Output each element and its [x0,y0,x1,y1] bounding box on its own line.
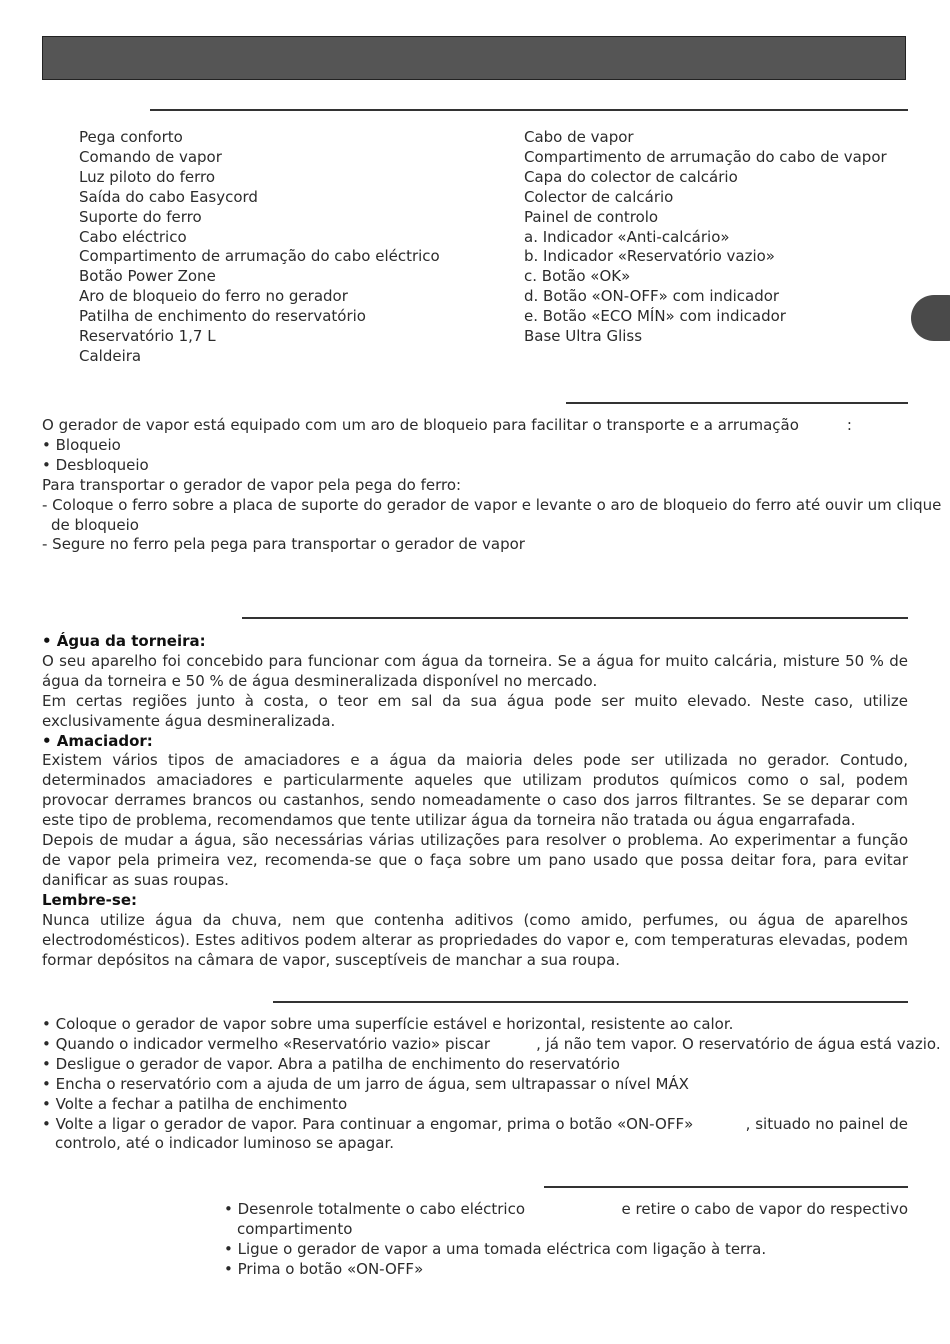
fill-step: • Desligue o gerador de vapor. Abra a patilha de enchimento do reservatório [42,1054,620,1073]
fill-step: • Volte a fechar a patilha de enchimento [42,1094,348,1113]
section-header-bar [42,36,906,80]
section-rule-water [242,617,908,619]
fill-step: • Quando o indicador vermelho «Reservatório vazio» piscar , já não tem vapor. O reservatório de água está vazio. [42,1034,941,1053]
list-item: Colector de calcário [524,187,674,206]
section-rule-components [150,109,908,111]
fill-step-cont: controlo, até o indicador luminoso se apagar. [55,1134,395,1153]
unlock-bullet: • Desbloqueio [42,455,149,474]
transport-step-1: - Coloque o ferro sobre a placa de suporte do gerador de vapor e levante o aro de bloqueio do ferro até ouvir um clique [42,495,942,514]
list-item: Cabo de vapor [524,128,634,146]
softener-paragraph-2: Depois de mudar a água, são necessárias várias utilizações para resolver o problema. Ao experimentar a função de vapor pela primeira vez, recomenda-se que o faça sobre um pano usado que possa deitar fora, para evitar danificar as suas roupas. [42,831,908,889]
list-item: Comando de vapor [79,147,222,166]
remember-heading: Lembre-se: [42,890,137,909]
list-item: a. Indicador «Anti-calcário» [524,227,730,246]
use-step-cont: compartimento [237,1219,353,1238]
use-step: • Prima o botão «ON-OFF» [224,1259,424,1278]
transport-intro: Para transportar o gerador de vapor pela pega do ferro: [42,475,462,494]
tap-water-paragraph-2: Em certas regiões junto à costa, o teor em sal da sua água pode ser muito elevado. Neste caso, utilize exclusivamente água desmineralizada. [42,691,908,730]
list-item: Pega conforto [79,128,183,146]
lock-intro-text: O gerador de vapor está equipado com um aro de bloqueio para facilitar o transporte e a arrumação [42,416,799,434]
list-item: Capa do colector de calcário [524,167,738,186]
section-rule-use [544,1186,908,1188]
list-item: Cabo eléctrico [79,227,187,246]
list-item: e. Botão «ECO MÍN» com indicador [524,307,786,326]
softener-paragraph-1: Existem vários tipos de amaciadores e a água da maioria deles pode ser utilizada no gerador. Contudo, determinados amaciadores e particularmente aqueles que utilizam produtos químicos como o sal, podem provocar derrames brancos ou castanhos, sendo nomeadamente o caso dos jarros filtrantes. Se se deparar com este tipo de problema, recomendamos que tente utilizar água da torneira não tratada ou água engarrafada. [42,751,908,830]
tap-water-paragraph-1: O seu aparelho foi concebido para funcionar com água da torneira. Se a água for muito calcária, misture 50 % de água da torneira e 50 % de água desmineralizada disponível no mercado. [42,651,908,690]
softener-heading: • Amaciador: [42,731,153,750]
fill-section [42,1015,941,1154]
components-list-left [79,128,440,367]
lock-intro [42,416,908,436]
list-item: Suporte do ferro [79,207,202,226]
list-item: Luz piloto do ferro [79,167,215,186]
fill-step: • Coloque o gerador de vapor sobre uma superfície estável e horizontal, resistente ao calor. [42,1015,734,1033]
tap-water-heading: • Água da torneira: [42,632,206,650]
section-rule-lock [566,402,908,404]
remember-paragraph: Nunca utilize água da chuva, nem que contenha aditivos (como amido, perfumes, ou água de aparelhos electrodomésticos). Estes aditivos podem alterar as propriedades do vapor e, com temperaturas elevadas, podem formar depósitos na câmara de vapor, susceptíveis de manchar a sua roupa. [42,910,908,969]
use-step: • Desenrole totalmente o cabo eléctrico e retire o cabo de vapor do respectivo [224,1200,908,1218]
fill-step: • Encha o reservatório com a ajuda de um jarro de água, sem ultrapassar o nível MÁX [42,1074,689,1093]
section-rule-fill [273,1001,908,1003]
language-side-tab [911,295,950,341]
list-item: d. Botão «ON-OFF» com indicador [524,287,780,306]
lock-intro-suffix: : [846,416,852,434]
list-item: c. Botão «OK» [524,267,631,286]
list-item: Patilha de enchimento do reservatório [79,307,366,326]
list-item: Caldeira [79,346,142,365]
list-item: Compartimento de arrumação do cabo eléctrico [79,247,440,266]
list-item: Saída do cabo Easycord [79,187,258,206]
list-item: Aro de bloqueio do ferro no gerador [79,287,348,306]
list-item: Reservatório 1,7 L [79,327,216,346]
lock-section [42,416,942,555]
list-item: Base Ultra Gliss [524,327,643,346]
transport-step-1-cont: de bloqueio [51,515,139,534]
list-item: Compartimento de arrumação do cabo de vapor [524,147,887,166]
fill-step: • Volte a ligar o gerador de vapor. Para continuar a engomar, prima o botão «ON-OFF» , situado no painel de [42,1114,908,1133]
list-item: Botão Power Zone [79,267,216,286]
use-section [224,1200,908,1280]
use-step: • Ligue o gerador de vapor a uma tomada eléctrica com ligação à terra. [224,1239,767,1258]
lock-bullet: • Bloqueio [42,435,121,454]
components-list-right [524,128,887,347]
list-item: b. Indicador «Reservatório vazio» [524,247,775,266]
list-item: Painel de controlo [524,207,659,226]
transport-step-2: - Segure no ferro pela pega para transportar o gerador de vapor [42,535,525,554]
water-section [42,632,908,970]
